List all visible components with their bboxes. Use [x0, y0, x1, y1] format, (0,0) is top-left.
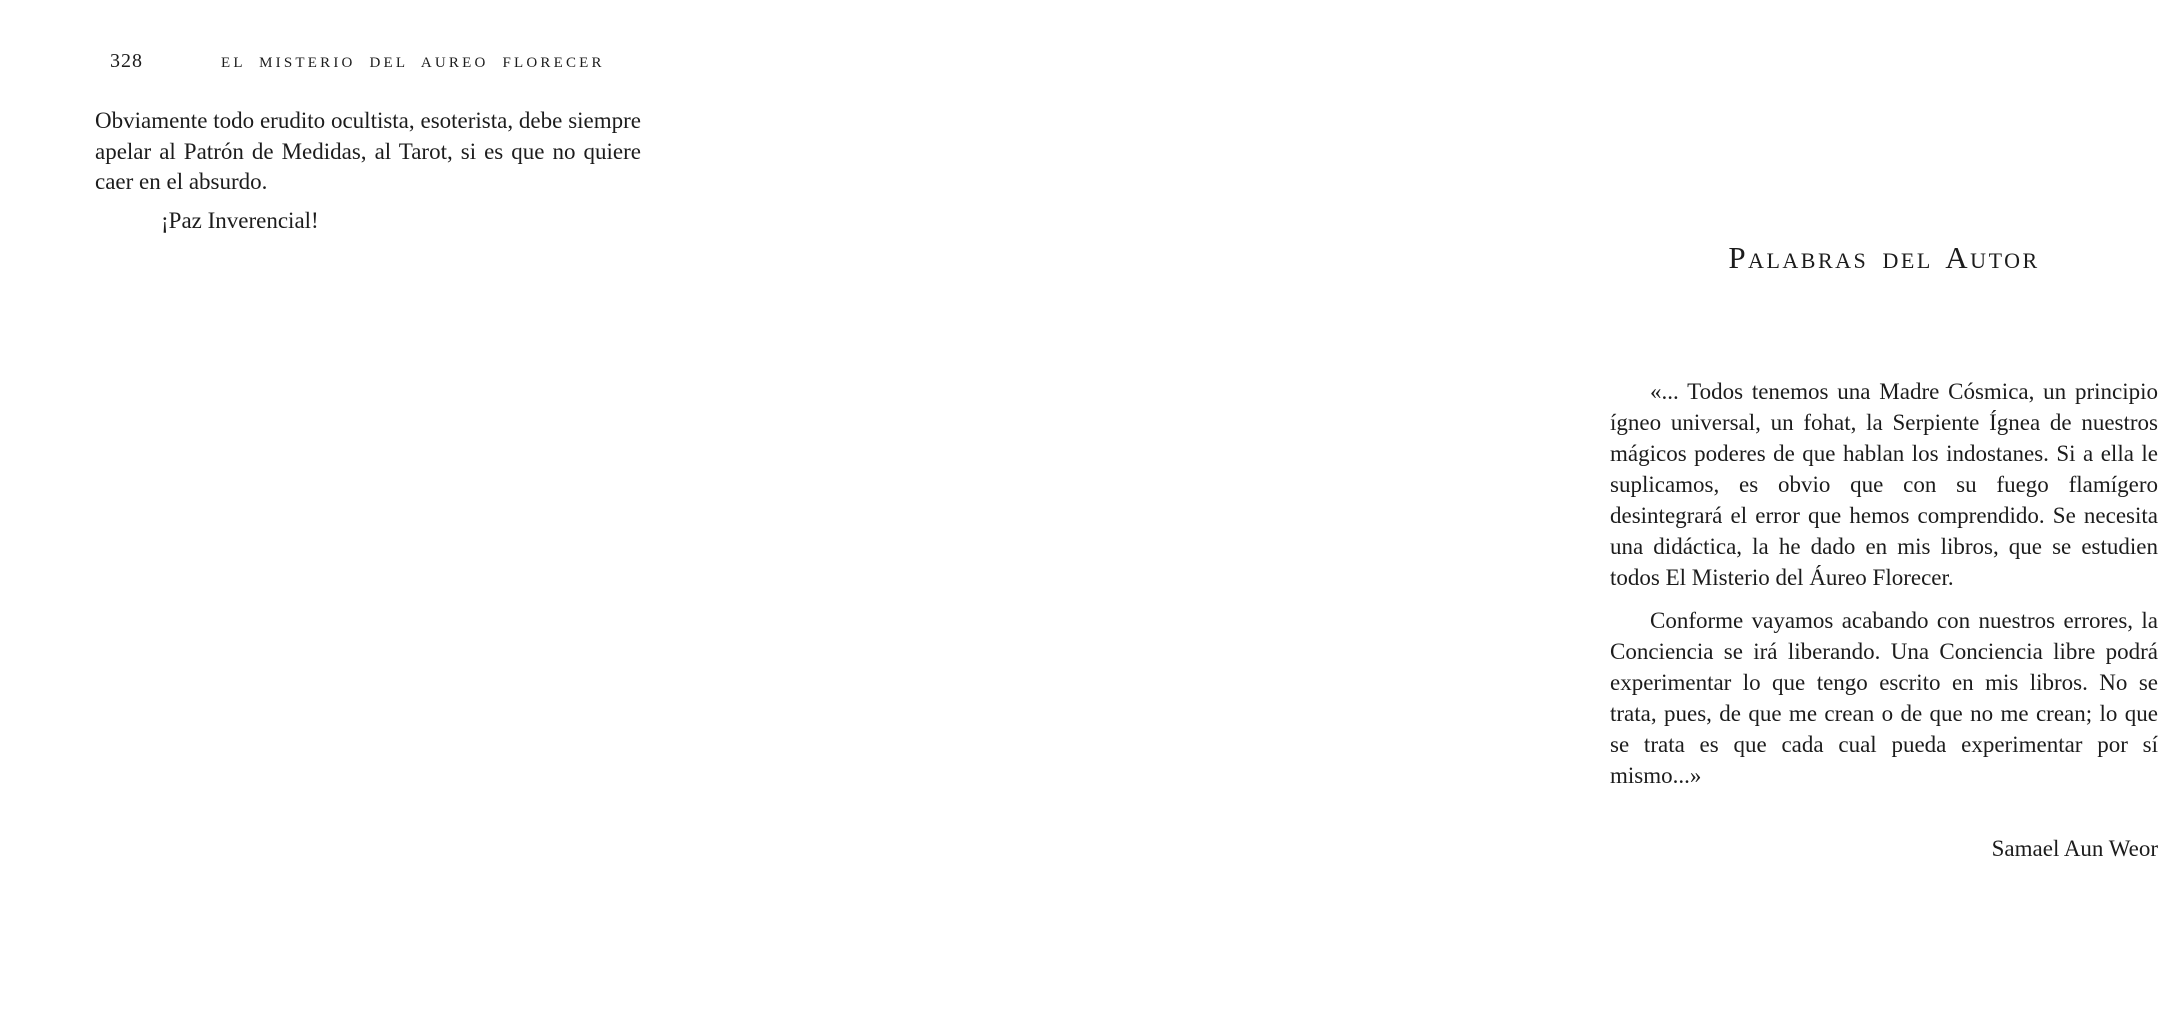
chapter-title: Palabras del Autor	[1728, 240, 2040, 275]
page-left	[0, 0, 750, 1028]
left-page-body	[95, 106, 641, 236]
quote-paragraph: «... Todos tenemos una Madre Cósmica, un principio ígneo universal, un fohat, la Serpiente Ígnea de nuestros mágicos poderes de que hablan los indostanes. Si a ella le suplicamos, es obvio que con su fuego flamígero desintegrará el error que hemos comprendido. Se necesita una didáctica, la he dado en mis libros, que se estudien todos El Misterio del Áureo Florecer.	[1610, 379, 2158, 590]
page-header	[110, 50, 655, 73]
page-right	[750, 0, 2158, 1028]
running-header: EL MISTERIO DEL AUREO FLORECER	[221, 55, 605, 71]
right-page-body	[1610, 376, 2158, 864]
quote-paragraph: Conforme vayamos acabando con nuestros errores, la Conciencia se irá liberando. Una Conciencia libre podrá experimentar lo que tengo escrito en mis libros. No se trata, pues, de que me crean o de que no me crean; lo que se trata es que cada cual pueda experimentar por sí mismo...»	[1610, 608, 2158, 788]
closing-line: ¡Paz Inverencial!	[161, 207, 319, 233]
author-signature: Samael Aun Weor	[1991, 836, 2158, 861]
page-number: 328	[110, 50, 143, 72]
body-paragraph: Obviamente todo erudito ocultista, esoterista, debe siempre apelar al Patrón de Medidas, al Tarot, si es que no quiere caer en el absurdo.	[95, 108, 641, 194]
